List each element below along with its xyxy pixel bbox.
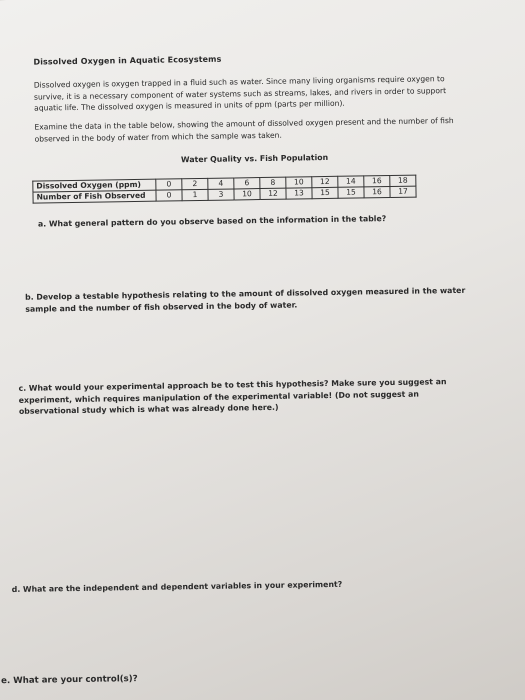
table-cell: 17 (390, 186, 416, 197)
table-cell: 2 (182, 178, 208, 189)
table-cell: 0 (156, 179, 182, 190)
intro-paragraph: Dissolved oxygen is oxygen trapped in a fluid such as water. Since many living organisms require oxygen to survive, it is a necessary component of water systems such as streams, lakes, and rivers in order to support aquatic life. The dissolved oxygen is measured in units of ppm (parts per million). (33, 74, 447, 113)
table-cell: 16 (364, 187, 390, 198)
table-caption: Water Quality vs. Fish Population (180, 152, 329, 165)
table-cell: 13 (286, 188, 312, 199)
table-cell: 16 (364, 176, 390, 187)
table-cell: 12 (260, 188, 286, 199)
table-cell: 1 (182, 189, 208, 200)
table-cell: 12 (312, 176, 338, 187)
worksheet-title: Dissolved Oxygen in Aquatic Ecosystems (33, 54, 222, 67)
question-d: d. What are the independent and dependent variables in your experiment? (11, 579, 343, 594)
table-cell: 18 (390, 175, 416, 186)
instruction-paragraph: Examine the data in the table below, showing the amount of dissolved oxygen present and the number of fish observed in the body of water from which the sample was taken. (34, 115, 454, 144)
question-b: b. Develop a testable hypothesis relating to the amount of dissolved oxygen measured in the water sample and the number of fish observed in the body of water. (25, 285, 466, 314)
table-cell: 10 (234, 189, 260, 200)
row-header-fish: Number of Fish Observed (33, 190, 156, 203)
table-cell: 15 (338, 187, 364, 198)
row-header-oxygen: Dissolved Oxygen (ppm) (33, 179, 156, 192)
table-cell: 8 (260, 177, 286, 188)
table-cell: 10 (286, 177, 312, 188)
question-e: e. What are your control(s)? (1, 674, 138, 687)
table-cell: 15 (312, 187, 338, 198)
table-cell: 0 (156, 190, 182, 201)
table-cell: 4 (208, 178, 234, 189)
table-cell: 14 (338, 176, 364, 187)
question-c: c. What would your experimental approach be to test this hypothesis? Make sure you suggest an experiment, which requires manipulation of the experimental variable! (Do not suggest an observational study which is what was already done here.) (18, 377, 447, 416)
question-a: a. What general pattern do you observe based on the information in the table? (37, 214, 387, 229)
table-cell: 3 (208, 189, 234, 200)
table-cell: 6 (234, 178, 260, 189)
data-table (32, 175, 416, 204)
